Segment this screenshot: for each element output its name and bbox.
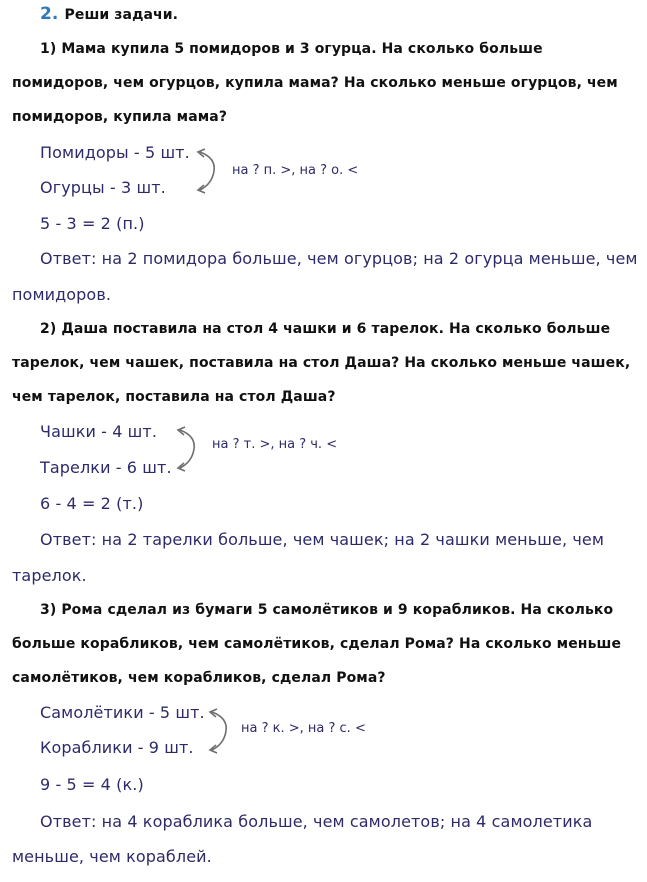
exercise-header — [40, 4, 178, 24]
condition-item: Тарелки - 6 шт. — [40, 458, 172, 477]
comparison-note: на ? к. >, на ? с. < — [241, 721, 366, 736]
task-question-line: 1) Мама купила 5 помидоров и 3 огурца. На сколько больше — [40, 41, 543, 57]
equation: 5 - 3 = 2 (п.) — [40, 214, 145, 233]
task-question-line: самолётиков, чем корабликов, сделал Рома? — [12, 670, 386, 686]
task-question-line: тарелок, чем чашек, поставила на стол Даша? На сколько меньше чашек, — [12, 355, 631, 371]
condition-item: Огурцы - 3 шт. — [40, 178, 166, 197]
task-question-line: помидоров, купила мама? — [12, 109, 228, 125]
exercise-title: Реши задачи. — [64, 7, 179, 23]
condition-item: Кораблики - 9 шт. — [40, 738, 194, 757]
answer-line: Ответ: на 2 помидора больше, чем огурцов; на 2 огурца меньше, чем — [40, 249, 638, 268]
answer-line: тарелок. — [12, 566, 87, 585]
task-question-line: больше корабликов, чем самолётиков, сделал Рома? На сколько меньше — [12, 636, 622, 652]
curved-arrow-icon — [206, 708, 232, 754]
task-question-line: чем тарелок, поставила на стол Даша? — [12, 389, 336, 405]
answer-line: помидоров. — [12, 285, 112, 304]
comparison-note: на ? т. >, на ? ч. < — [212, 437, 338, 452]
comparison-note: на ? п. >, на ? о. < — [232, 163, 359, 178]
answer-line: Ответ: на 2 тарелки больше, чем чашек; на 2 чашки меньше, чем — [40, 530, 604, 549]
curved-arrow-icon — [174, 426, 200, 472]
task-question-line: 2) Даша поставила на стол 4 чашки и 6 тарелок. На сколько больше — [40, 321, 611, 337]
condition-item: Самолётики - 5 шт. — [40, 703, 205, 722]
exercise-number: 2. — [40, 4, 59, 24]
task-question-line: помидоров, чем огурцов, купила мама? На сколько меньше огурцов, чем — [12, 75, 618, 91]
equation: 9 - 5 = 4 (к.) — [40, 775, 144, 794]
curved-arrow-icon — [194, 148, 220, 194]
condition-item: Помидоры - 5 шт. — [40, 143, 190, 162]
answer-line: меньше, чем кораблей. — [12, 847, 212, 866]
condition-item: Чашки - 4 шт. — [40, 422, 158, 441]
equation: 6 - 4 = 2 (т.) — [40, 494, 144, 513]
task-question-line: 3) Рома сделал из бумаги 5 самолётиков и 9 корабликов. На сколько — [40, 602, 614, 618]
answer-line: Ответ: на 4 кораблика больше, чем самолетов; на 4 самолетика — [40, 812, 593, 831]
